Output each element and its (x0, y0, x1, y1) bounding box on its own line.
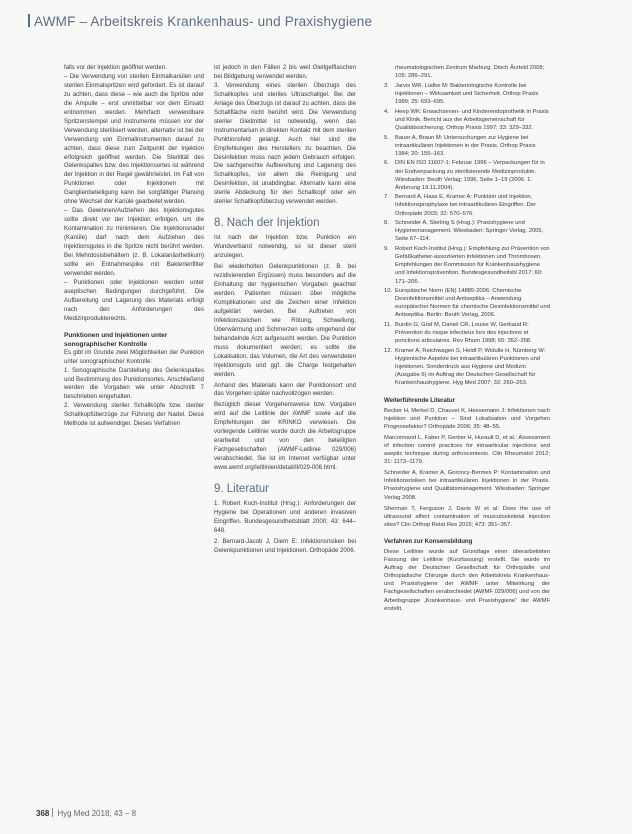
numbered-item: 3. Verwendung eines sterilen Überzugs des Schallkopfes und steriles Ultraschallgel. Bei der Anlage des Überzugs ist darauf zu achten, dass die Schallfläche nicht berührt wird. Die Verwendung steriler Gleitmittel ist notwendig, wenn das Instrumentarium in direkten Kontakt mit dem sterilen Punktionsfeld gelangt. Auch hier sind die Empfehlungen des Herstellers zu beachten. Die Desinfektion muss nach jedem Gebrauch erfolgen. Die sachgerechte Aufbereitung und Lagerung des Schallkopfes, vor allem die Reinigung und Desinfektion, ist unabdingbar. Alternativ kann eine sterile Abdeckung für den Schallkopf oder ein steriler Schallkopfüberzug verwendet werden. (214, 81, 356, 206)
bullet-item: – Das Gewinnen/Aufziehen des Injektionsgutes sollte direkt vor der Injektion erfolgen, um die Kontamination zu minimieren. Die Injektionsnadel (Kanüle) darf nach dem Aufziehen des Injektionsgutes in die Spritze nicht berührt werden. Bei Mehrdosisbehältern (z. B. Lokalanästhetikum) sollte ein Entnahmespike mit Bakterienfilter verwendet werden. (64, 207, 204, 277)
column-middle (214, 64, 356, 556)
page-number: 368 (36, 809, 50, 818)
running-header (28, 14, 608, 34)
reference-item: 3. Jarvis WR, Lüdke M: Bakteriologische Kontrolle bei Injektionen – Wirksamkeit und Sicherheit. Orthop Praxis 1989; 25: 693–695. (384, 82, 539, 105)
further-reading-item: Marconnand L, Faber P, Gerber H, Hurault D, et al.: Assessment of infection control practices for intraarticular injections and aseptic technique during arthrocentesis. Clin Rheumatol 2012; 31: 1173–1179. (384, 434, 550, 466)
reference-item: 2. Bernard-Jacob J, Diem E: Infektionsrisiken bei Gelenkpunktionen und Injektionen. Orthopäde 2006. (214, 537, 356, 554)
further-reading-item: Sherman T, Ferguson J, Davis W et al: Does the use of ultrasound affect contamination of musculoskeletal injection sites? Clin Orthop Relat Res 2015; 473: 351–357. (384, 505, 550, 528)
reference-item: 8. Schneider A, Sterling S (Hrsg.): Praxishygiene und Hygienemanagement. Wiesbaden: Springer Verlag, 2005, Seite 67–114. (384, 220, 544, 243)
paragraph: Bezüglich dieser Vorgehensweise bzw. Vorgaben wird auf die Leitlinie der AWMF sowie auf die Empfehlungen der KRINKO verwiesen. Die vorliegende Leitlinie wurde durch die Arbeitsgruppe erarbeitet und von den beteiligten Fachgesellschaften (AWMF-Leitlinie 029/006) verabschiedet. Sie ist im Internet verfügbar unter www.awmf.org/leitlinien/detail/ll/029-006.html. (214, 401, 356, 472)
reference-item: 9. Robert Koch-Institut (Hrsg.): Empfehlung zur Prävention von Gefäßkatheter-assoziierten Infektionen und Thrombosen. Empfehlungen der Kommission für Krankenhaushygiene und Infektionsprävention. Bundesgesundheitsbl 2017; 60: 171–206. (384, 246, 550, 285)
header-rule (28, 14, 30, 27)
reference-item: 5. Bauer A, Braun M: Untersuchungen zur Hygiene bei intraartikulären Injektionen in der Praxis. Orthop Praxis 1984; 20: 155–163. (384, 134, 536, 157)
reference-item: 7. Bernard A, Haas E, Kramer A: Punktion und Injektion, Infektionsprophylaxe bei intraartikulären Eingriffen. Der Orthopäde 2003; 32: 570–576. (384, 194, 537, 217)
column-left (64, 64, 204, 429)
reference-item: 1. Robert Koch-Institut (Hrsg.): Anforderungen der Hygiene bei Operationen und anderen invasiven Eingriffen. Bundesgesundheitsblatt 2000; 43: 644–648. (214, 500, 356, 534)
reference-item: 10. Europäische Norm (EN) 14885-2006: Chemische Desinfektionsmittel und Antiseptika – Anwendung europäischer Normen für chemische Desinfektionsmittel und Antiseptika. Berlin: Beuth Verlag, 2006. (384, 288, 550, 319)
paragraph: Anhand des Materials kann der Punktionsort und das Vorgehen später nachvollzogen werden. (214, 381, 356, 398)
header-title: AWMF – Arbeitskreis Krankenhaus- und Praxishygiene (34, 14, 373, 29)
reference-item: 11. Burdin G, Graf M, Daniel CR, Louise W, Gerbaud R: Prévention du risque infectieux lors des injections et ponctions articulaires. Rev Rhum 1998; 65: 352–358. (384, 322, 532, 345)
further-reading-item: Becker H, Merkel D, Chauvet K, Heesemann J: Infektionen nach Injektion und Punktion – Sind Lokalisation und Vorgehen Prognosefaktor? Orthopäde 2006; 35: 48–55. (384, 407, 550, 430)
consensus-heading: Verfahren zur Konsensbildung (384, 537, 473, 545)
paragraph: Es gibt im Grunde zwei Möglichkeiten der Punktion unter sonographischer Kontrolle: (64, 348, 204, 365)
paragraph: ist jedoch in den Fällen 2 bis weil Gleitgelflaschen bei Bildgebung verwendet werden. (214, 64, 356, 80)
paragraph: falls vor der Injektion geöffnet werden. (64, 64, 167, 71)
journal-citation: Hyg Med 2018; 43 – 8 (57, 809, 137, 818)
reference-item: rheumatologischen Zentrum Marburg. Dtsch Ärztebl 2008; 105: 286–291. (395, 65, 545, 80)
paragraph: Ist nach der Injektion bzw. Punktion ein Wundverband notwendig, so ist dieser steril anzulegen. (214, 234, 356, 260)
numbered-item: 1. Sonographische Darstellung des Gelenkspaltes und Bestimmung des Punktionsortes. Anschließend werden die Vorgaben wie unter Abschnitt 7 beschrieben eingehalten. (64, 366, 204, 401)
further-reading-item: Schneider A, Kramer A, Goroncy-Bermes P: Kontamination und Infektionsrisiken bei intraartikulären Injektionen in der Praxis. Praxishygiene und Qualitätsmanagement. Wiesbaden: Springer Verlag 2008. (384, 470, 550, 501)
bullet-item: – Punktionen oder Injektionen werden unter aseptischen Bedingungen durchgeführt. Die Aufbereitung und Lagerung des Materials erfolgt nach den Anforderungen des Medizinprodukterechts. (64, 278, 204, 322)
reference-item: 4. Heep WK: Erwachsenen- und Kinderendoprothetik in Praxis und Klinik. Bericht aus der Arbeitsgemeinschaft für Qualitätssicherung. Orthop Praxis 1997; 33: 329–332. (384, 108, 549, 131)
reference-item: 6. DIN EN ISO 11607-1: Februar 1996 – Verpackungen für in der Endverpackung zu sterilisierende Medizinprodukte. Wiesbaden: Beuth Verlag; 1996, Seite 1–19 (2006. 1. Änderung 19.11.2004). (384, 160, 545, 191)
section-heading-literature: 9. Literatur (214, 483, 269, 496)
consensus-paragraph: Diese Leitlinie wurde auf Grundlage einer überarbeiteten Fassung der Leitlinie (Kurzfassung) erstellt. Sie wurde im Auftrag der Deutschen Gesellschaft für Orthopädie und Orthopädische Chirurgie durch den Arbeitskreis Krankenhaus- und Praxishygiene der AWMF unter Mitwirkung der Fachgesellschaften verabschiedet (AWMF 029/006) und von der Arbeitsgruppe „Krankenhaus- und Praxishygiene“ der AWMF erstellt. (384, 549, 550, 612)
section-heading-after-injection: 8. Nach der Injektion (214, 217, 320, 230)
reference-list (384, 64, 550, 388)
column-right (384, 64, 550, 613)
further-reading-list (384, 407, 550, 529)
numbered-item: 2. Verwendung steriler Schallköpfe bzw. steriler Schallkopfüberzüge zur Führung der Nadel. Diese Methode ist aufwendiger. Dieses Verfahren (64, 402, 204, 428)
subsection-heading: Punktionen und Injektionen unter sonographischer Kontrolle (64, 331, 168, 348)
reference-item: 12. Kramer A, Reichwagen S, Heldt P, Widulle H, Nürnberg W: Hygienische Aspekte bei intraartikulären Punktionen und Injektionen. Sonderdruck aus Hygiene und Medizin (Ausgabe 6) im Auftrag der Deutschen Gesellschaft für Krankenhaushygiene. Hyg Med 2007; 32: 260–263. (384, 348, 546, 387)
further-reading-heading: Weiterführende Literatur (384, 396, 455, 404)
bullet-item: – Die Verwendung von sterilen Einmalkanülen und sterilen Einmalspritzen wird gefordert. Es ist darauf zu achten, dass diese – wie auch die Spritze oder die Ampulle – erst unmittelbar vor dem Einsatz entnommen werden. Mehrfach verwendbare Spritzenstempel und Instrumente müssen vor der Verwendung sterilisiert werden, alternativ ist bei der Verwendung von Einmalinstrumenten darauf zu achten, dass diese zum Zeitpunkt der Injektion erfolgreich geöffnet werden. Die Sterilität des Gelenkspaltes bzw. des Injektionsortes ist während der Injektion in der Regel gewährleistet. Im Fall von Punktionen oder Injektionen mit Ganglienbeteiligung kann bei sorgfältiger Planung ohne Wechsel der Kanüle gearbeitet werden. (64, 72, 204, 206)
paragraph: Bei wiederholten Gelenkpunktionen (z. B. bei rezidivierenden Ergüssen) muss besonders auf die Einhaltung der hygienischen Vorgaben geachtet werden. Patienten müssen über mögliche Komplikationen und die Zeichen einer Infektion aufgeklärt werden. Bei Auftreten von Infektionszeichen wie Rötung, Schwellung, Überwärmung und Schmerzen sollte umgehend der behandelnde Arzt aufgesucht werden. Die Punktion muss dokumentiert werden; es sollte die Lokalisation, das Volumen, die Art des verwendeten Injektionsguts und ggf. die Charge festgehalten werden. (214, 263, 356, 378)
page-footer (36, 808, 276, 822)
footer-rule (52, 808, 53, 817)
